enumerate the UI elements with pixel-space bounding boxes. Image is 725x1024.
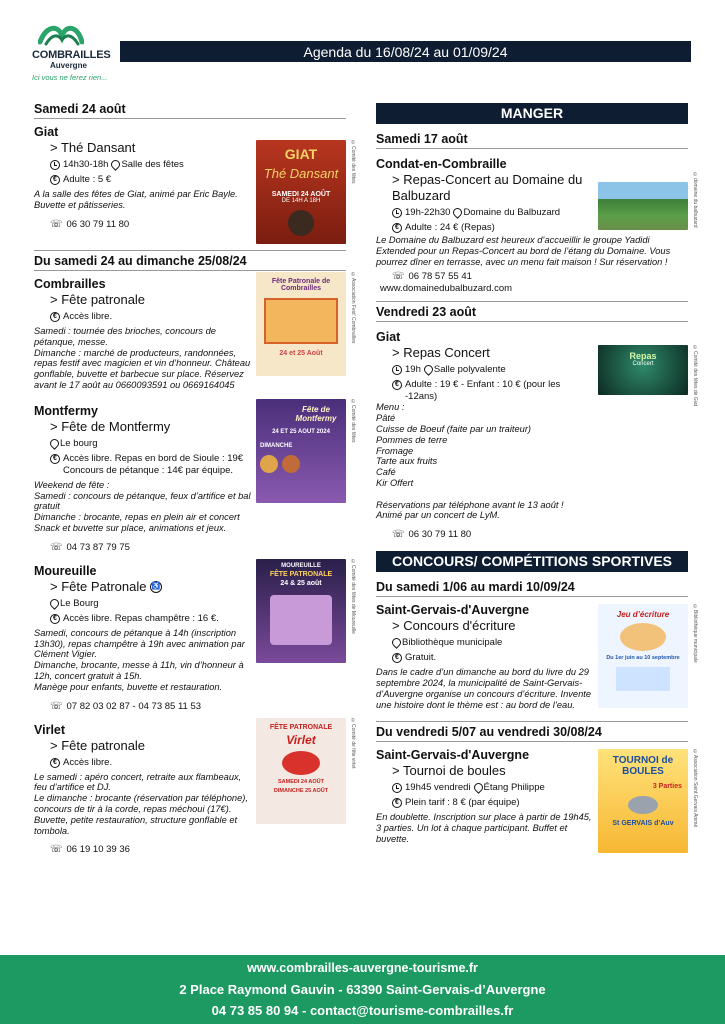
phone-icon: ☏ bbox=[50, 844, 63, 856]
phone-icon: ☏ bbox=[392, 529, 405, 541]
event-description: Le Domaine du Balbuzard est heureux d’accueillir le groupe Yadidi Extended pour un Repas-Concert au bord de l’étang du Domaine. Vous pourrez dîner en terrasse, avec un menu fait maison ! Sur réservation ! bbox=[376, 235, 671, 267]
event-description: En doublette. Inscription sur place à partir de 19h45, 3 parties. Un lot à chaque participant. Buffet et buvette. bbox=[376, 812, 592, 844]
location-pin-icon bbox=[474, 783, 481, 793]
event-price: € Accès libre. Repas en bord de Sioule : 19€ Concours de pétanque : 14€ par équipe. bbox=[34, 453, 252, 477]
town-name: Saint-Gervais-d'Auvergne bbox=[376, 603, 530, 618]
footer-contact[interactable]: 04 73 85 80 94 - contact@tourisme-combrailles.fr bbox=[211, 1003, 514, 1018]
date-heading: Du vendredi 5/07 au vendredi 30/08/24 bbox=[376, 721, 688, 742]
photo-credit: ©Comité des fêtes bbox=[350, 140, 356, 184]
euro-icon: € bbox=[392, 653, 402, 663]
accessibility-icon: ♿ bbox=[150, 581, 162, 593]
euro-icon: € bbox=[50, 758, 60, 768]
event-saint-gervais-concours-ecriture bbox=[376, 604, 698, 713]
event-place: Bibliothèque municipale bbox=[376, 637, 594, 649]
date-heading: Samedi 17 août bbox=[376, 130, 688, 149]
right-column bbox=[376, 103, 698, 853]
town-name: Montfermy bbox=[34, 403, 98, 418]
event-title: > Repas Concert bbox=[392, 345, 490, 361]
euro-icon: € bbox=[50, 312, 60, 322]
event-price: € Plein tarif : 8 € (par équipe) bbox=[376, 797, 594, 809]
phone-icon: ☏ bbox=[50, 541, 63, 553]
event-description: Weekend de fête : Samedi : concours de pétanque, feux d’artifice et bal gratuit Dimanche : brocante, repas en plein air et concert Snack et buvette sur place, animations et jeux. bbox=[34, 479, 251, 533]
logo-mark-icon bbox=[38, 22, 84, 46]
event-moureuille-fete bbox=[34, 558, 356, 713]
event-title: > Fête patronale bbox=[50, 292, 146, 307]
event-title: > Concours d'écriture bbox=[392, 618, 516, 634]
event-description: A la salle des fêtes de Giat, animé par Eric Bayle. Buvette et pâtisseries. bbox=[34, 189, 238, 210]
event-photo-image bbox=[598, 182, 688, 230]
event-price: € Adulte : 19 € - Enfant : 10 € (pour les -12ans) bbox=[376, 379, 594, 403]
photo-credit: ©Comité des fêtes de Giat bbox=[692, 345, 698, 407]
footer-contact-bar bbox=[0, 955, 725, 1024]
event-poster-image: Fête Patronale de Combrailles 24 et 25 Août bbox=[256, 272, 346, 376]
event-website-link[interactable]: www.domainedubalbuzard.com bbox=[380, 283, 513, 295]
location-pin-icon bbox=[424, 365, 431, 375]
event-title: > Repas-Concert au Domaine du Balbuzard bbox=[392, 172, 583, 203]
town-name: Moureuille bbox=[34, 563, 97, 578]
euro-icon: € bbox=[392, 380, 402, 390]
event-time-place: 19h Salle polyvalente bbox=[376, 364, 594, 376]
logo-tagline: Ici vous ne ferez rien... bbox=[32, 73, 108, 82]
phone-icon: ☏ bbox=[392, 271, 405, 283]
event-time-place: 19h45 vendredi Étang Philippe bbox=[376, 782, 594, 794]
photo-credit: ©Bibliothèque municipale bbox=[692, 604, 698, 663]
left-column bbox=[34, 100, 356, 856]
event-phone[interactable]: ☏ 07 82 03 02 87 - 04 73 85 11 53 bbox=[50, 700, 202, 712]
euro-icon: € bbox=[50, 175, 60, 185]
footer-address: 2 Place Raymond Gauvin - 63390 Saint-Gervais-d’Auvergne bbox=[179, 982, 546, 997]
date-heading: Vendredi 23 août bbox=[376, 301, 688, 322]
event-price: € Accès libre. Repas champêtre : 16 €. bbox=[34, 613, 252, 625]
euro-icon: € bbox=[50, 614, 60, 624]
location-pin-icon bbox=[111, 160, 118, 170]
location-pin-icon bbox=[50, 599, 57, 609]
clock-icon bbox=[392, 208, 402, 218]
date-heading: Samedi 24 août bbox=[34, 100, 346, 119]
town-name: Combrailles bbox=[34, 277, 106, 291]
location-pin-icon bbox=[392, 638, 399, 648]
photo-credit: ©Association Fest’ Combrailles bbox=[350, 272, 356, 344]
footer-website-link[interactable]: www.combrailles-auvergne-tourisme.fr bbox=[247, 961, 478, 975]
event-condat-repas-concert bbox=[376, 172, 698, 237]
event-phone[interactable]: ☏ 06 19 10 39 36 bbox=[50, 844, 130, 856]
event-montfermy-fete bbox=[34, 398, 356, 554]
event-phone[interactable]: ☏ 06 30 79 11 80 bbox=[392, 529, 472, 541]
event-poster-image: MOUREUILLE FÊTE PATRONALE 24 & 25 août bbox=[256, 559, 346, 663]
agenda-title: Agenda du 16/08/24 au 01/09/24 bbox=[303, 43, 508, 60]
clock-icon bbox=[392, 783, 402, 793]
section-concours: CONCOURS/ COMPÉTITIONS SPORTIVES bbox=[376, 551, 688, 572]
event-description: Le samedi : apéro concert, retraite aux flambeaux, feu d’artifice et DJ. Le dimanche : brocante (réservation par téléphone), concours de tir à la corde, repas méchoui (17€). Buvette, petite restauration, structure gonflable et tombola. bbox=[34, 771, 248, 836]
event-poster-image: Fête de Montfermy 24 ET 25 AOUT 2024 DIMANCHE bbox=[256, 399, 346, 503]
event-poster-image: Jeu d’écriture Du 1er juin au 10 septembre bbox=[598, 604, 688, 708]
event-title: > Thé Dansant bbox=[50, 140, 136, 155]
event-price: € Accès libre. bbox=[34, 311, 252, 323]
euro-icon: € bbox=[392, 223, 402, 233]
town-name: Giat bbox=[376, 330, 401, 345]
event-poster-image: Repas Concert bbox=[598, 345, 688, 395]
event-price: € Gratuit. bbox=[376, 652, 594, 664]
event-time-place: 19h-22h30 Domaine du Balbuzard bbox=[376, 207, 594, 219]
logo-name: COMBRAILLES bbox=[32, 49, 111, 61]
logo-sub: Auvergne bbox=[50, 61, 87, 70]
event-title: > Fête de Montfermy bbox=[50, 418, 171, 434]
event-giat-repas-concert bbox=[376, 345, 698, 407]
event-title: > Tournoi de boules bbox=[392, 763, 506, 779]
photo-credit: ©domaine du balbuzard bbox=[692, 172, 698, 228]
event-phone[interactable]: ☏ 06 30 79 11 80 bbox=[50, 218, 130, 230]
location-pin-icon bbox=[50, 439, 57, 449]
event-description: Dans le cadre d’un dimanche au bord du livre du 29 septembre 2024, la municipalité de Saint-Gervais-d’Auvergne organise un concours d’écriture. Invente une histoire dont le thème est : au bord de l’eau. bbox=[376, 667, 591, 710]
date-heading: Du samedi 24 au dimanche 25/08/24 bbox=[34, 250, 346, 271]
combrailles-logo bbox=[32, 22, 122, 82]
town-name: Virlet bbox=[34, 722, 66, 737]
location-pin-icon bbox=[453, 208, 460, 218]
event-time-place: 14h30-18h Salle des fêtes bbox=[34, 159, 252, 171]
event-title: > Fête Patronale ♿ bbox=[50, 578, 161, 594]
photo-credit: ©Comité des fêtes bbox=[350, 398, 356, 443]
date-heading: Du samedi 1/06 au mardi 10/09/24 bbox=[376, 578, 688, 597]
photo-credit: ©Association Saint Gervais Animé bbox=[692, 749, 698, 828]
event-phone[interactable]: ☏ 06 78 57 55 41 bbox=[392, 271, 472, 283]
event-description: Samedi : tournée des brioches, concours de pétanque, messe. Dimanche : marché de producteurs, randonnées, repas festif avec magicien et vin d’honneur. Château gonflable, buvette et barbecue sur place. Réservez avant le 17 août au 0660093591 ou 0669164045 bbox=[34, 326, 251, 390]
clock-icon bbox=[392, 365, 402, 375]
event-virlet-fete bbox=[34, 717, 356, 857]
euro-icon: € bbox=[392, 798, 402, 808]
event-price: € Adulte : 24 € (Repas) bbox=[376, 222, 594, 234]
event-combrailles-fete bbox=[34, 272, 356, 394]
event-giat-the-dansant bbox=[34, 140, 356, 244]
agenda-title-bar bbox=[120, 41, 691, 62]
section-manger: MANGER bbox=[376, 103, 688, 124]
event-title: > Fête patronale bbox=[50, 737, 146, 753]
town-name: Giat bbox=[34, 125, 59, 139]
town-name: Saint-Gervais-d'Auvergne bbox=[376, 748, 530, 763]
event-poster-image: GIAT Thé Dansant SAMEDI 24 AOÛT DE 14H A 18H bbox=[256, 140, 346, 244]
town-name: Condat-en-Combraille bbox=[376, 157, 507, 171]
event-poster-image: FÊTE PATRONALE Virlet SAMEDI 24 AOÛT DIMANCHE 25 AOÛT bbox=[256, 718, 346, 824]
euro-icon: € bbox=[50, 454, 60, 464]
event-place: Le bourg bbox=[34, 438, 252, 450]
event-description: Menu : Pâté Cuisse de Boeuf (faite par un traiteur) Pommes de terre Fromage Tarte aux fruits Café Kir Offert Réservations par téléphone avant le 13 août ! Animé par un concert de LyM. bbox=[376, 402, 564, 521]
event-price: € Adulte : 5 € bbox=[34, 174, 252, 186]
event-poster-image: TOURNOI de BOULES 3 Parties St GERVAIS d’Auv bbox=[598, 749, 688, 853]
event-price: € Accès libre. bbox=[34, 757, 252, 769]
photo-credit: ©Comité de fête virlet bbox=[350, 717, 356, 769]
event-place: Le Bourg bbox=[34, 598, 252, 610]
photo-credit: ©Comité des fêtes de Moureuille bbox=[350, 558, 356, 634]
clock-icon bbox=[50, 160, 60, 170]
event-phone[interactable]: ☏ 04 73 87 79 75 bbox=[50, 541, 130, 553]
event-description: Samedi, concours de pétanque à 14h (inscription 13h30), repas champêtre à 19h avec animation par Clément Vigier. Dimanche, brocante, messe à 11h, vin d’honneur à 12h, concert gratuit à 15h. Manège pour enfants, buvette et restauration. bbox=[34, 627, 245, 692]
phone-icon: ☏ bbox=[50, 218, 63, 230]
phone-icon: ☏ bbox=[50, 700, 63, 712]
